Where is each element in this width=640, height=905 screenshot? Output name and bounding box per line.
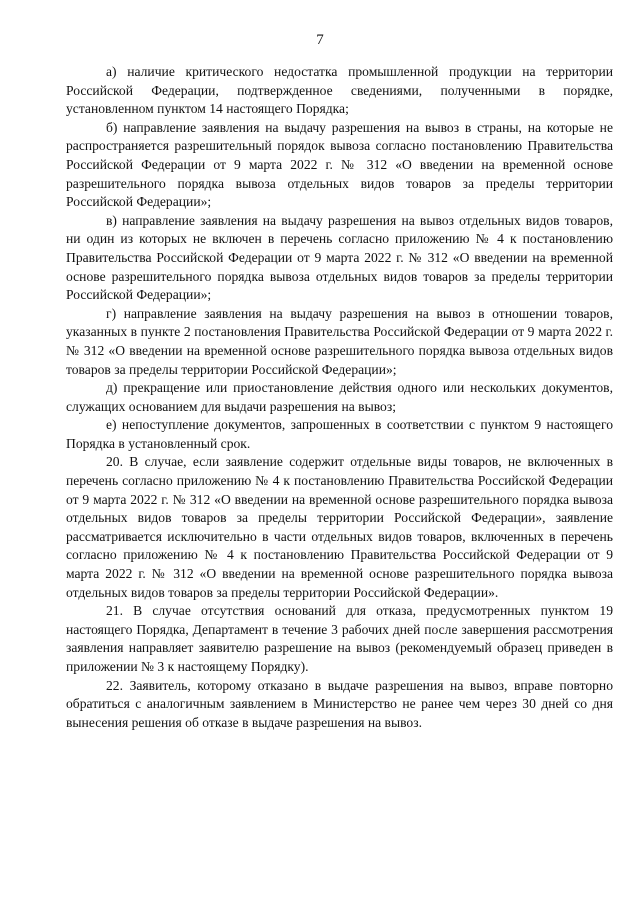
paragraph-22: 22. Заявитель, которому отказано в выдаче разрешения на вывоз, вправе повторно обратиться с аналогичным заявлением в Министерство не ранее чем через 30 дней со дня вынесения решения об отказе в выдаче разрешения на вывоз.: [66, 677, 613, 730]
paragraph-21: 21. В случае отсутствия оснований для отказа, предусмотренных пунктом 19 настоящего Порядка, Департамент в течение 3 рабочих дней после завершения рассмотрения заявления направляет заявителю разрешение на вывоз (рекомендуемый образец приведен в приложении № 3 к настоящему Порядку).: [66, 603, 613, 674]
paragraph-e: е) непоступление документов, запрошенных в соответствии с пунктом 9 настоящего Порядка в установленный срок.: [66, 417, 613, 451]
document-body: [66, 63, 613, 732]
paragraph-b: б) направление заявления на выдачу разрешения на вывоз в страны, на которые не распространяется разрешительный порядок вывоза согласно постановлению Правительства Российской Федерации от 9 марта 2022 г. № 312 «О введении на временной основе разрешительного порядка вывоза отдельных видов товаров за пределы территории Российской Федерации»;: [66, 119, 613, 210]
page-number: 7: [316, 32, 324, 48]
paragraph-a: а) наличие критического недостатка промышленной продукции на территории Российской Федерации, подтвержденное сведениями, полученными в порядке, установленном пунктом 14 настоящего Порядка;: [66, 64, 613, 117]
paragraph-d: д) прекращение или приостановление действия одного или нескольких документов, служащих основанием для выдачи разрешения на вывоз;: [66, 380, 613, 414]
paragraph-g: г) направление заявления на выдачу разрешения на вывоз в отношении товаров, указанных в пункте 2 постановления Правительства Российской Федерации от 9 марта 2022 г. № 312 «О введении на временной основе разрешительного порядка вывоза отдельных видов товаров за пределы территории Российской Федерации»;: [66, 305, 613, 377]
paragraph-v: в) направление заявления на выдачу разрешения на вывоз отдельных видов товаров, ни один из которых не включен в перечень согласно приложению № 4 к постановлению Правительства Российской Федерации от 9 марта 2022 г. № 312 «О введении на временной основе разрешительного порядка вывоза отдельных видов товаров за пределы территории Российской Федерации»;: [66, 212, 613, 303]
paragraph-20: 20. В случае, если заявление содержит отдельные виды товаров, не включенных в перечень согласно приложению № 4 к постановлению Правительства Российской Федерации от 9 марта 2022 г. № 312 «О введении на временной основе разрешительного порядка вывоза отдельных видов товаров за пределы территории Российской Федерации», заявление рассматривается исключительно в части отдельных видов товаров, включенных в перечень согласно приложению № 4 к постановлению Правительства Российской Федерации от 9 марта 2022 г. № 312 «О введении на временной основе разрешительного порядка вывоза отдельных видов товаров за пределы территории Российской Федерации».: [66, 454, 613, 600]
